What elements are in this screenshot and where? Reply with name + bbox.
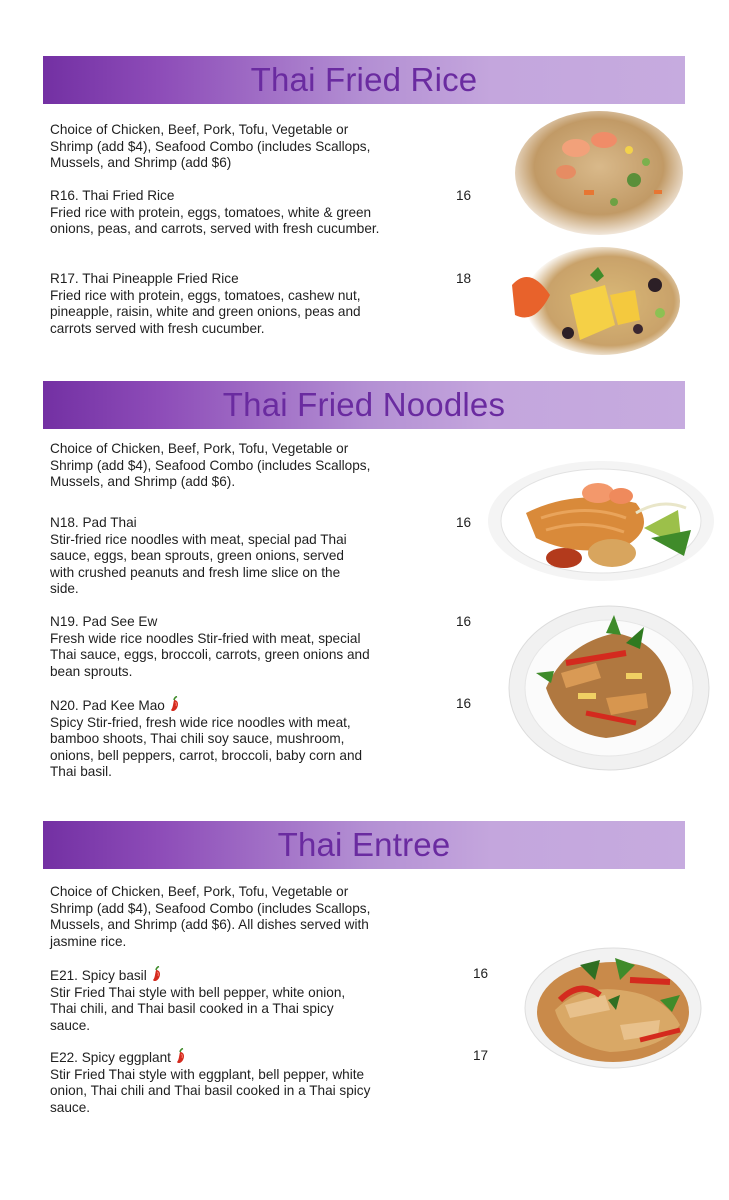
item-description: Stir Fried Thai style with bell pepper, white onion, Thai chili, and Thai basil cooked in a Thai spicy sauce. — [50, 984, 346, 1033]
section-banner-entree — [43, 821, 685, 869]
item-name-text: N20. Pad Kee Mao — [50, 698, 165, 713]
chili-pepper-icon — [169, 696, 180, 712]
item-name-text: E21. Spicy basil — [50, 968, 147, 983]
item-price: 16 — [456, 515, 472, 530]
item-price: 16 — [456, 188, 472, 203]
intro-text: Choice of Chicken, Beef, Pork, Tofu, Vegetable or Shrimp (add $4), Seafood Combo (includes Scallops, Mussels, and Shrimp (add $6). — [50, 441, 371, 490]
item-name: R17. Thai Pineapple Fried Rice — [50, 271, 239, 286]
menu-item-r17 — [50, 271, 385, 337]
item-price: 16 — [456, 614, 472, 629]
item-description: Stir-fried rice noodles with meat, special pad Thai sauce, eggs, bean sprouts, green onions, served with crushed peanuts and fresh lime slice on the side. — [50, 531, 347, 597]
menu-item-e21 — [50, 966, 375, 1034]
menu-item-n20 — [50, 696, 385, 781]
item-description: Fresh wide rice noodles Stir-fried with meat, special Thai sauce, eggs, broccoli, carrots, green onions and bean sprouts. — [50, 630, 370, 679]
spicy-basil-photo — [520, 940, 706, 1070]
item-price: 17 — [473, 1048, 489, 1063]
section-title: Thai Fried Noodles — [222, 386, 506, 423]
item-price: 16 — [456, 696, 472, 711]
section-title: Thai Entree — [277, 826, 451, 863]
item-price: 16 — [473, 966, 489, 981]
menu-item-n18 — [50, 515, 368, 598]
section-banner-noodles — [43, 381, 685, 429]
pad-thai-photo — [486, 458, 716, 584]
section-banner-rice — [43, 56, 685, 104]
item-description: Fried rice with protein, eggs, tomatoes, cashew nut, pineapple, raisin, white and green onions, peas and carrots served with fresh cucumber. — [50, 287, 361, 336]
item-price: 18 — [456, 271, 472, 286]
item-name — [50, 696, 385, 715]
menu-item-r16 — [50, 188, 385, 238]
section-title: Thai Fried Rice — [250, 61, 478, 98]
item-name — [50, 1048, 388, 1067]
menu-item-n19 — [50, 614, 385, 680]
item-description: Spicy Stir-fried, fresh wide rice noodles with meat, bamboo shoots, Thai chili soy sauce, mushroom, onions, bell peppers, carrot, broccoli, baby corn and Thai basil. — [50, 714, 363, 780]
chili-pepper-icon — [151, 966, 162, 982]
chili-pepper-icon — [175, 1048, 186, 1064]
pineapple-fried-rice-photo — [510, 245, 680, 357]
item-name — [50, 966, 375, 985]
section-intro — [50, 884, 390, 950]
intro-text: Choice of Chicken, Beef, Pork, Tofu, Vegetable or Shrimp (add $4), Seafood Combo (includes Scallops, Mussels, and Shrimp (add $6). All dishes served with jasmine rice. — [50, 884, 371, 949]
fried-rice-photo — [514, 110, 684, 236]
section-intro — [50, 122, 390, 172]
menu-item-e22 — [50, 1048, 388, 1116]
section-intro — [50, 441, 390, 491]
intro-text: Choice of Chicken, Beef, Pork, Tofu, Vegetable or Shrimp (add $4), Seafood Combo (includes Scallops, Mussels, and Shrimp (add $6) — [50, 122, 371, 171]
item-description: Stir Fried Thai style with eggplant, bell pepper, white onion, Thai chili and Thai basil cooked in a Thai spicy sauce. — [50, 1066, 371, 1115]
item-name: N19. Pad See Ew — [50, 614, 158, 629]
pad-kee-mao-photo — [506, 603, 712, 773]
item-name: N18. Pad Thai — [50, 515, 137, 530]
item-name: R16. Thai Fried Rice — [50, 188, 175, 203]
item-description: Fried rice with protein, eggs, tomatoes, white & green onions, peas, and carrots, served with fresh cucumber. — [50, 204, 380, 237]
item-name-text: E22. Spicy eggplant — [50, 1050, 171, 1065]
